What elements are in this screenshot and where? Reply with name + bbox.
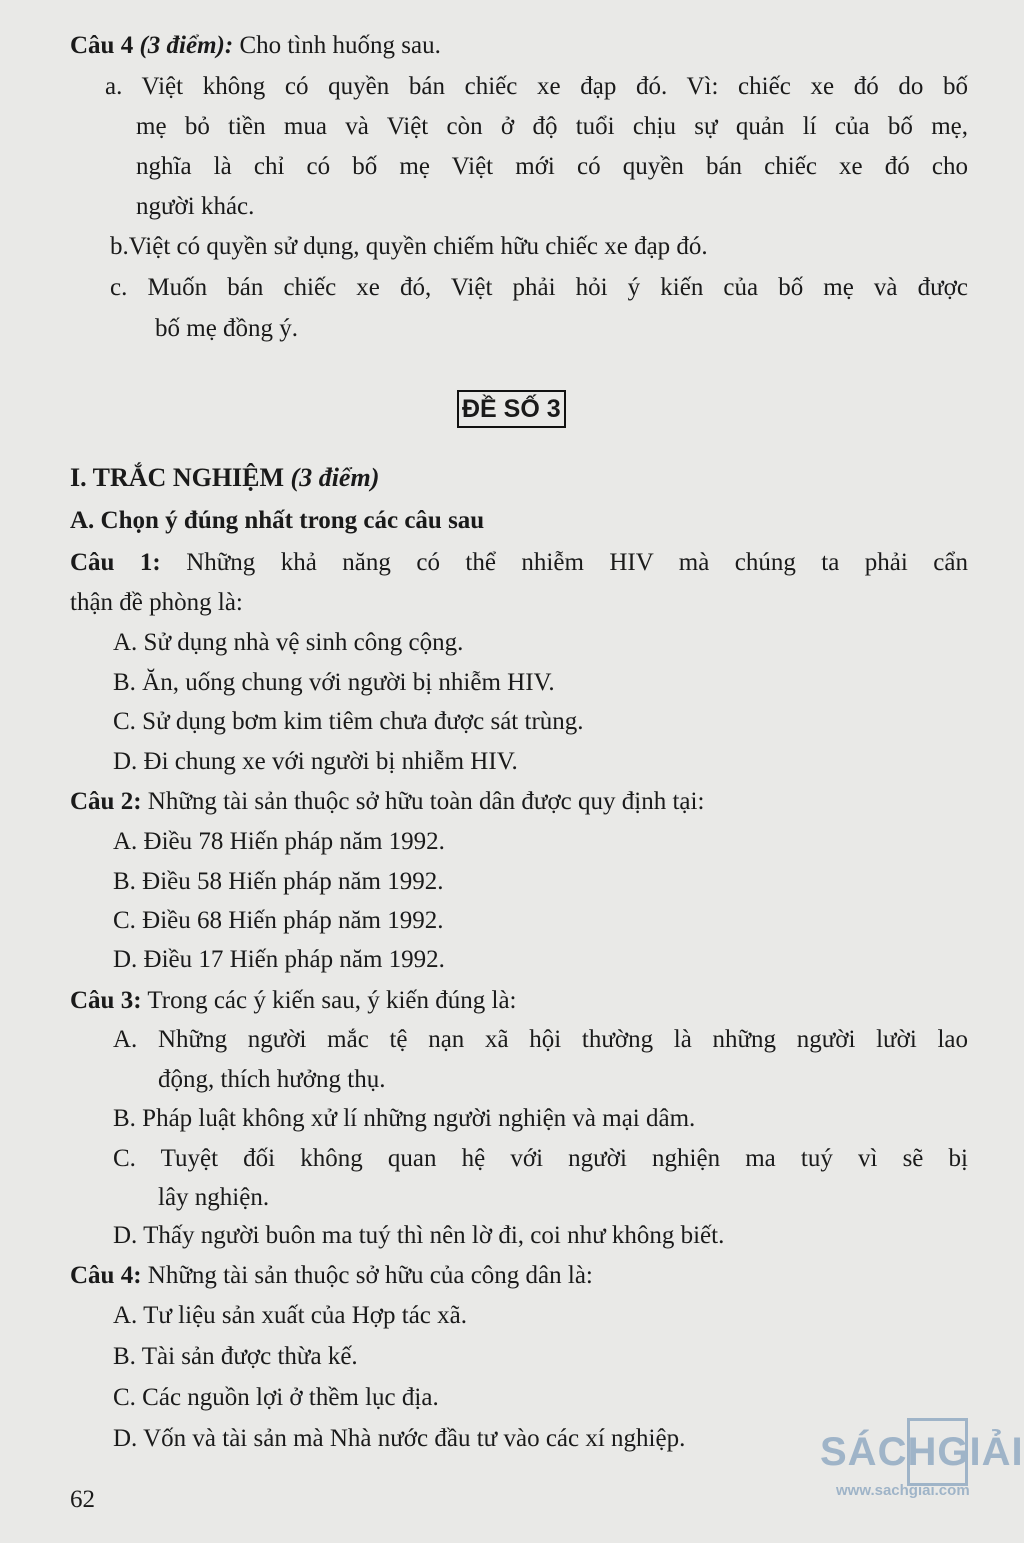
c3-question [70, 985, 517, 1017]
c2-question-text: Những tài sản thuộc sở hữu toàn dân được quy định tại: [141, 788, 705, 815]
c4-option-d: D. Vốn và tài sản mà Nhà nước đầu tư vào các xí nghiệp. [113, 1425, 686, 1452]
c1-question-text: Những khả năng có thể nhiễm HIV mà chúng ta phải cẩn [160, 549, 968, 576]
c1-question-line-2: thận đề phòng là: [70, 589, 243, 616]
q4-b-line: b.Việt có quyền sử dụng, quyền chiếm hữu chiếc xe đạp đó. [110, 233, 708, 260]
q4-a-line-3: nghĩa là chỉ có bố mẹ Việt mới có quyền bán chiếc xe đó cho [136, 153, 968, 180]
c1-option-b: B. Ăn, uống chung với người bị nhiễm HIV. [113, 669, 555, 696]
watermark-brand: SÁCHGIẢI [820, 1430, 1024, 1474]
c1-option-d: D. Đi chung xe với người bị nhiễm HIV. [113, 748, 518, 775]
watermark-url: www.sachgiai.com [836, 1482, 970, 1499]
c3-option-a-line-2: động, thích hưởng thụ. [158, 1066, 386, 1093]
c2-option-d: D. Điều 17 Hiến pháp năm 1992. [113, 946, 445, 973]
c4-option-b: B. Tài sản được thừa kế. [113, 1343, 358, 1370]
exam-title: ĐỀ SỐ 3 [457, 390, 566, 428]
q4-a-line-2: mẹ bỏ tiền mua và Việt còn ở độ tuổi chịu sự quản lí của bố mẹ, [136, 113, 968, 140]
c3-label: Câu 3: [70, 987, 142, 1014]
section-heading [70, 462, 379, 494]
c3-question-text: Trong các ý kiến sau, ý kiến đúng là: [141, 987, 517, 1014]
c4-option-c: C. Các nguồn lợi ở thềm lục địa. [113, 1384, 439, 1411]
c3-option-b: B. Pháp luật không xử lí những người nghiện và mại dâm. [113, 1105, 696, 1132]
q4-intro: Cho tình huống sau. [233, 32, 441, 59]
c3-option-c-line-1: C. Tuyệt đối không quan hệ với người nghiện ma tuý vì sẽ bị [113, 1145, 968, 1172]
c4-question-text: Những tài sản thuộc sở hữu của công dân là: [141, 1262, 593, 1289]
c4-option-a: A. Tư liệu sản xuất của Hợp tác xã. [113, 1302, 467, 1329]
c1-option-a: A. Sử dụng nhà vệ sinh công cộng. [113, 629, 464, 656]
page-number: 62 [70, 1486, 95, 1513]
c4-label: Câu 4: [70, 1262, 142, 1289]
c4-question [70, 1260, 593, 1292]
c2-option-c: C. Điều 68 Hiến pháp năm 1992. [113, 907, 444, 934]
q4-heading [70, 30, 441, 62]
part-a-heading: A. Chọn ý đúng nhất trong các câu sau [70, 507, 485, 534]
c3-option-d: D. Thấy người buôn ma tuý thì nên lờ đi, coi như không biết. [113, 1222, 725, 1249]
q4-a-line-1: a. Việt không có quyền bán chiếc xe đạp đó. Vì: chiếc xe đó do bố [105, 73, 968, 100]
c2-question [70, 786, 704, 818]
c1-question-line-1 [70, 547, 968, 579]
c2-option-b: B. Điều 58 Hiến pháp năm 1992. [113, 868, 444, 895]
c2-label: Câu 2: [70, 788, 142, 815]
q4-c-line-1: c. Muốn bán chiếc xe đó, Việt phải hỏi ý kiến của bố mẹ và được [110, 274, 968, 301]
q4-points: (3 điểm): [139, 32, 234, 59]
section-title: I. TRẮC NGHIỆM [70, 463, 285, 492]
c3-option-a-line-1: A. Những người mắc tệ nạn xã hội thường là những người lười lao [113, 1026, 968, 1053]
q4-label: Câu 4 [70, 32, 134, 59]
c3-option-c-line-2: lây nghiện. [158, 1184, 270, 1211]
c2-option-a: A. Điều 78 Hiến pháp năm 1992. [113, 828, 445, 855]
q4-a-line-4: người khác. [136, 193, 255, 220]
c1-label: Câu 1: [70, 549, 161, 576]
sachgiai-watermark [820, 1430, 1024, 1540]
section-points: (3 điểm) [290, 463, 380, 492]
c1-option-c: C. Sử dụng bơm kim tiêm chưa được sát trùng. [113, 708, 584, 735]
q4-c-line-2: bố mẹ đồng ý. [155, 315, 299, 342]
